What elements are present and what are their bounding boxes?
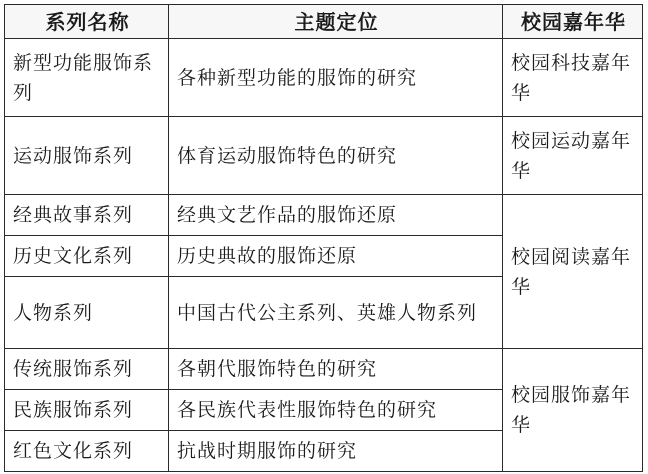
carnival-cell: 校园阅读嘉年华 <box>503 195 643 349</box>
carnival-cell: 校园科技嘉年华 <box>503 39 643 117</box>
carnival-cell: 校园服饰嘉年华 <box>503 349 643 472</box>
header-series-name: 系列名称 <box>5 5 169 39</box>
theme-cell: 各朝代服饰特色的研究 <box>169 349 503 390</box>
series-cell: 历史文化系列 <box>5 236 169 277</box>
header-campus-carnival: 校园嘉年华 <box>503 5 643 39</box>
table-row <box>5 195 643 236</box>
series-cell: 经典故事系列 <box>5 195 169 236</box>
theme-cell: 经典文艺作品的服饰还原 <box>169 195 503 236</box>
table-row <box>5 117 643 195</box>
theme-cell: 抗战时期服饰的研究 <box>169 431 503 472</box>
series-cell: 运动服饰系列 <box>5 117 169 195</box>
theme-cell: 各民族代表性服饰特色的研究 <box>169 390 503 431</box>
theme-cell: 中国古代公主系列、英雄人物系列 <box>169 277 503 349</box>
theme-cell: 体育运动服饰特色的研究 <box>169 117 503 195</box>
series-cell: 红色文化系列 <box>5 431 169 472</box>
series-cell: 人物系列 <box>5 277 169 349</box>
theme-cell: 各种新型功能的服饰的研究 <box>169 39 503 117</box>
series-cell: 传统服饰系列 <box>5 349 169 390</box>
table-row <box>5 39 643 117</box>
series-theme-table <box>4 4 643 472</box>
series-cell: 民族服饰系列 <box>5 390 169 431</box>
theme-cell: 历史典故的服饰还原 <box>169 236 503 277</box>
series-cell: 新型功能服饰系列 <box>5 39 169 117</box>
table-header-row <box>5 5 643 39</box>
table-row <box>5 349 643 390</box>
header-theme-position: 主题定位 <box>169 5 503 39</box>
carnival-cell: 校园运动嘉年华 <box>503 117 643 195</box>
